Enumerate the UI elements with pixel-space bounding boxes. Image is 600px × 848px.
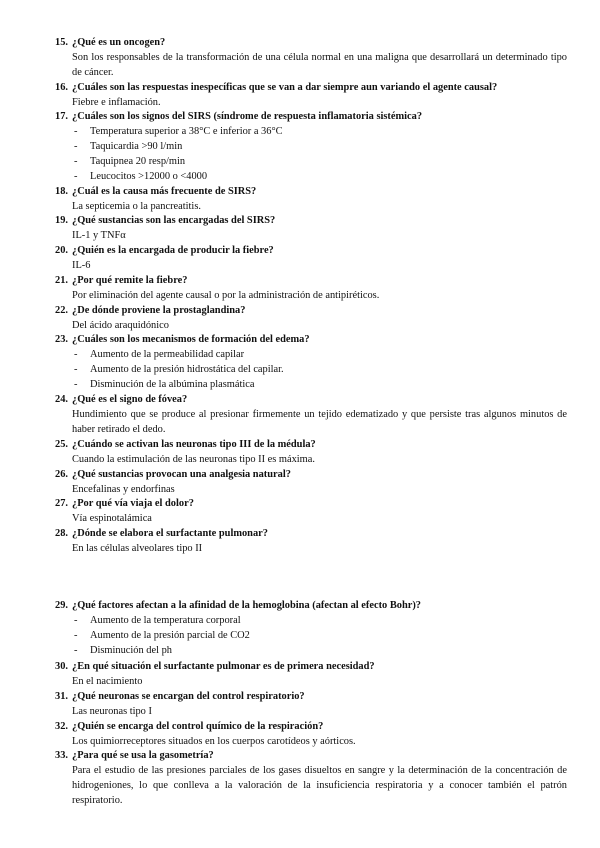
bullet-item: - Taquipnea 20 resp/min: [74, 155, 186, 167]
question: [0, 393, 600, 408]
answer-text: IL-1 y TNFα: [72, 229, 126, 241]
question-number: 30.: [55, 661, 68, 672]
question: [0, 720, 600, 735]
question-number: 20.: [55, 245, 68, 256]
question-text: ¿Dónde se elabora el surfactante pulmonar?: [72, 528, 268, 539]
bullet-item: - Disminución del ph: [74, 644, 172, 656]
question-block: [0, 690, 600, 720]
question-block: [0, 749, 600, 809]
question-block: [0, 110, 600, 185]
question-text: ¿Qué neuronas se encargan del control respiratorio?: [72, 691, 305, 702]
question: [0, 304, 600, 319]
answer-text: Las neuronas tipo I: [72, 705, 152, 717]
answer-text: En las células alveolares tipo II: [72, 542, 203, 554]
question-block: [0, 304, 600, 334]
bullet-item: - Taquicardia >90 l/min: [74, 140, 183, 152]
answer-text: Cuando la estimulación de las neuronas tipo II es máxima.: [72, 453, 315, 465]
answer-text: En el nacimiento: [72, 675, 143, 687]
question-text: ¿Qué es un oncogen?: [72, 37, 166, 48]
question-number: 18.: [55, 186, 68, 197]
question-number: 23.: [55, 334, 68, 345]
bullet-item: - Aumento de la presión hidrostática del capilar.: [74, 363, 284, 375]
answer-text: Del ácido araquidónico: [72, 319, 169, 331]
question-block: [0, 497, 600, 527]
question: [0, 274, 600, 289]
answer-text: Para el estudio de las presiones parciales de los gases disueltos en sangre y la determinación de la concentración de hidrogeniones, lo que conlleva a la valoración de la insuficiencia respiratoria y a conocer también el patrón respiratorio.: [72, 764, 567, 806]
question-block: [0, 660, 600, 690]
question-block: [0, 599, 600, 659]
question: [0, 527, 600, 542]
question: [0, 749, 600, 764]
answer-text: Por eliminación del agente causal o por la administración de antipiréticos.: [72, 289, 380, 301]
question: [0, 660, 600, 675]
bullet-item: - Disminución de la albúmina plasmática: [74, 378, 255, 390]
question-block: [0, 438, 600, 468]
question-text: ¿Cuáles son los signos del SIRS (síndrome de respuesta inflamatoria sistémica?: [72, 111, 423, 122]
question: [0, 36, 600, 51]
answer-text: IL-6: [72, 259, 91, 271]
question-number: 27.: [55, 498, 68, 509]
question-text: ¿Quién se encarga del control químico de la respiración?: [72, 721, 324, 732]
answer-text: Son los responsables de la transformación de una célula normal en una maligna que desarrollará un determinado tipo de cáncer.: [72, 51, 567, 78]
answer-text: La septicemia o la pancreatitis.: [72, 200, 201, 212]
question: [0, 110, 600, 125]
answer-text: Vía espinotalámica: [72, 512, 152, 524]
bullet-item: - Leucocitos >12000 o <4000: [74, 170, 208, 182]
question: [0, 81, 600, 96]
question-block: [0, 81, 600, 111]
question-number: 15.: [55, 37, 68, 48]
question-number: 19.: [55, 215, 68, 226]
question: [0, 438, 600, 453]
question-block: [0, 185, 600, 215]
bullet-item: - Aumento de la permeabilidad capilar: [74, 348, 245, 360]
question-number: 17.: [55, 111, 68, 122]
question-block: [0, 214, 600, 244]
question-number: 25.: [55, 439, 68, 450]
question-block: [0, 333, 600, 393]
bullet-item: - Temperatura superior a 38°C e inferior a 36°C: [74, 125, 283, 137]
question-text: ¿Qué factores afectan a la afinidad de la hemoglobina (afectan al efecto Bohr)?: [72, 600, 422, 611]
question-block: [0, 527, 600, 557]
question-number: 26.: [55, 469, 68, 480]
bullet-item: - Aumento de la temperatura corporal: [74, 614, 241, 626]
question: [0, 468, 600, 483]
question-number: 32.: [55, 721, 68, 732]
question-text: ¿Por qué remite la fiebre?: [72, 275, 188, 286]
question: [0, 185, 600, 200]
question-block: [0, 274, 600, 304]
question-number: 31.: [55, 691, 68, 702]
question-text: ¿De dónde proviene la prostaglandina?: [72, 305, 246, 316]
question-text: ¿Cuál es la causa más frecuente de SIRS?: [72, 186, 257, 197]
question-text: ¿Qué sustancias son las encargadas del SIRS?: [72, 215, 276, 226]
question: [0, 497, 600, 512]
question-block: [0, 36, 600, 81]
question-text: ¿Para qué se usa la gasometría?: [72, 750, 214, 761]
question: [0, 599, 600, 614]
bullet-item: - Aumento de la presión parcial de CO2: [74, 629, 250, 641]
question-text: ¿Quién es la encargada de producir la fiebre?: [72, 245, 274, 256]
question-text: ¿Por qué vía viaja el dolor?: [72, 498, 194, 509]
question-number: 28.: [55, 528, 68, 539]
question-text: ¿Qué sustancias provocan una analgesia natural?: [72, 469, 291, 480]
answer-text: Fiebre e inflamación.: [72, 96, 161, 108]
answer-text: Los quimiorreceptores situados en los cuerpos carotídeos y aórticos.: [72, 735, 356, 747]
question-text: ¿Cuáles son las respuestas inespecíficas que se van a dar siempre aun variando el agente causal?: [72, 82, 498, 93]
question-block: [0, 244, 600, 274]
question: [0, 333, 600, 348]
question: [0, 214, 600, 229]
question: [0, 690, 600, 705]
question: [0, 244, 600, 259]
question-text: ¿Qué es el signo de fóvea?: [72, 394, 188, 405]
question-number: 22.: [55, 305, 68, 316]
answer-text: Hundimiento que se produce al presionar firmemente un tejido edematizado y que persiste tras algunos minutos de haber retirado el dedo.: [72, 408, 567, 435]
answer-text: Encefalinas y endorfinas: [72, 483, 175, 495]
question-block: [0, 393, 600, 438]
question-block: [0, 720, 600, 750]
question-text: ¿Cuándo se activan las neuronas tipo III de la médula?: [72, 439, 316, 450]
question-number: 21.: [55, 275, 68, 286]
question-number: 29.: [55, 600, 68, 611]
question-number: 24.: [55, 394, 68, 405]
question-number: 16.: [55, 82, 68, 93]
question-block: [0, 468, 600, 498]
question-text: ¿En qué situación el surfactante pulmonar es de primera necesidad?: [72, 661, 375, 672]
question-number: 33.: [55, 750, 68, 761]
question-text: ¿Cuáles son los mecanismos de formación del edema?: [72, 334, 310, 345]
